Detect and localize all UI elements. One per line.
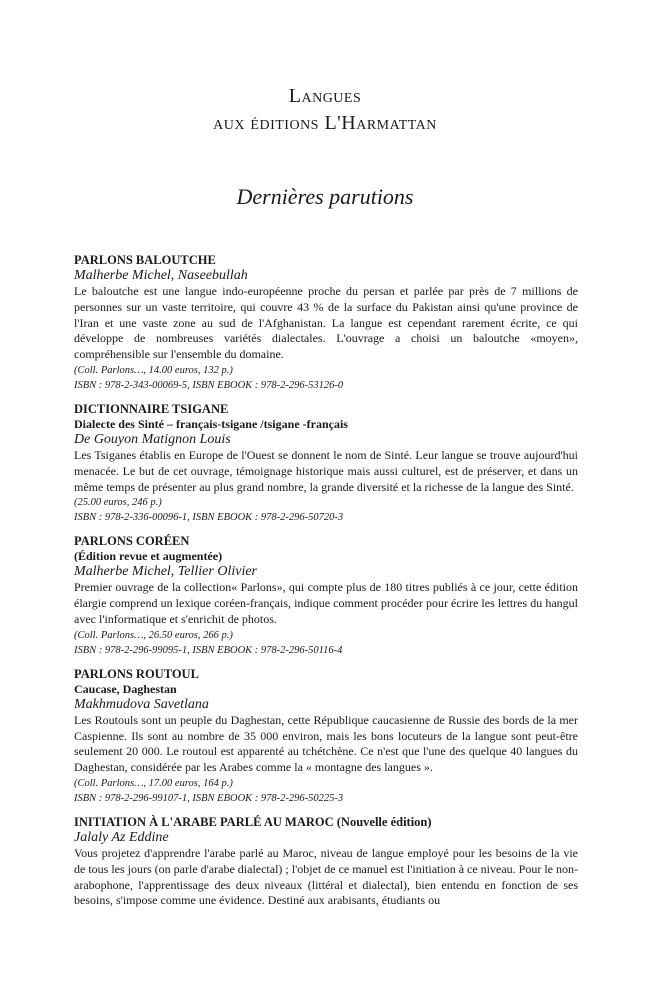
entry-author: Malherbe Michel, Naseebullah — [74, 268, 248, 283]
entry-price: (25.00 euros, 246 p.) — [74, 497, 162, 509]
entry-parlons-coreen — [74, 534, 578, 657]
entry-dictionnaire-tsigane — [74, 402, 578, 525]
entry-price: (Coll. Parlons…, 14.00 euros, 132 p.) — [74, 364, 233, 376]
entry-isbn: ISBN : 978-2-296-99095-1, ISBN EBOOK : 978-2-296-50116-4 — [74, 644, 343, 656]
entry-parlons-baloutche — [74, 253, 578, 393]
entry-subtitle: (Édition revue et augmentée) — [74, 549, 223, 564]
entry-title: PARLONS CORÉEN — [74, 534, 190, 549]
entry-price: (Coll. Parlons…, 26.50 euros, 266 p.) — [74, 629, 233, 641]
entry-subtitle: Dialecte des Sinté – français-tsigane /tsigane -français — [74, 416, 348, 431]
entry-description: Les Routouls sont un peuple du Daghestan, cette République caucasienne de Russie des bords de la mer Caspienne. Ils sont au nombre de 35 000 environ, mais les bons locuteurs de la langue sont peut-être seulement 20 000. Le routoul est apparenté au tchétchène. Ce n'est que l'une des quelque 40 langues du Daghestan, considérée par les Arabes comme la « montagne des langues ». — [74, 712, 578, 775]
entry-description: Le baloutche est une langue indo-européenne proche du persan et parlée par près de 7 millions de personnes sur un vaste territoire, qui couvre 43 % de la surface du Pakistan ainsi qu'une province de l'Iran et une vaste zone au sud de l'Afghanistan. La langue est cependant rarement écrite, ce qui développe de nombreuses variétés dialectales. L'ouvrage a choisi un baloutche «moyen», compréhensible sur l'ensemble du domaine. — [74, 284, 578, 362]
entry-title-line — [74, 815, 578, 830]
entry-title: DICTIONNAIRE TSIGANE — [74, 401, 229, 416]
entries-list — [74, 253, 578, 918]
entry-description: Premier ouvrage de la collection« Parlons», qui compte plus de 180 titres publiés à ce jour, cette édition élargie comprend un lexique coréen-français, indique comment procéder pour écrire les lettres du hangul avec l'informatique et s'enrichit de photos. — [74, 580, 578, 626]
entry-description: Les Tsiganes établis en Europe de l'Ouest se donnent le nom de Sinté. Leur langue se trouve aujourd'hui menacée. Le but de cet ouvrage, témoignage historique mais aussi culturel, est de préserver, et dans un même temps de présenter au plus grand nombre, la grande diversité et la richesse de la langue des Sinté. — [74, 447, 578, 494]
entry-title: INITIATION À L'ARABE PARLÉ AU MAROC — [74, 814, 334, 829]
page-header — [0, 83, 650, 137]
entry-price: (Coll. Parlons…, 17.00 euros, 164 p.) — [74, 777, 233, 789]
entry-title: PARLONS ROUTOUL — [74, 666, 199, 681]
entry-author: Makhmudova Savetlana — [74, 696, 209, 712]
entry-description: Vous projetez d'apprendre l'arabe parlé au Maroc, niveau de langue employé pour les besoins de la vie de tous les jours (on parle d'arabe dialectal) ; l'objet de ce manuel est l'initiation à ce niveau. Pour le non-arabophone, l'apprentissage des deux niveaux (littéral et dialectal), bien entendu en fonction de ses besoins, s'impose comme une évidence. Destiné aux arabisants, étudiants ou — [74, 845, 578, 908]
entry-isbn: ISBN : 978-2-336-00096-1, ISBN EBOOK : 978-2-296-50720-3 — [74, 512, 344, 524]
entry-title: PARLONS BALOUTCHE — [74, 253, 216, 267]
entry-author: Malherbe Michel, Tellier Olivier — [74, 564, 257, 580]
header-line-1: Langues — [288, 85, 362, 107]
entry-initiation-arabe-maroc — [74, 815, 578, 909]
entry-subtitle: Caucase, Daghestan — [74, 681, 177, 696]
entry-author: De Gouyon Matignon Louis — [74, 431, 231, 447]
entry-author: Jalaly Az Eddine — [74, 829, 169, 845]
header-line-2: aux éditions L'Harmattan — [213, 112, 437, 134]
entry-isbn: ISBN : 978-2-296-99107-1, ISBN EBOOK : 978-2-296-50225-3 — [74, 792, 344, 804]
section-title: Dernières parutions — [236, 184, 414, 209]
entry-isbn: ISBN : 978-2-343-00069-5, ISBN EBOOK : 978-2-296-53126-0 — [74, 379, 344, 391]
entry-title-suffix: (Nouvelle édition) — [336, 814, 432, 829]
entry-parlons-routoul — [74, 667, 578, 806]
